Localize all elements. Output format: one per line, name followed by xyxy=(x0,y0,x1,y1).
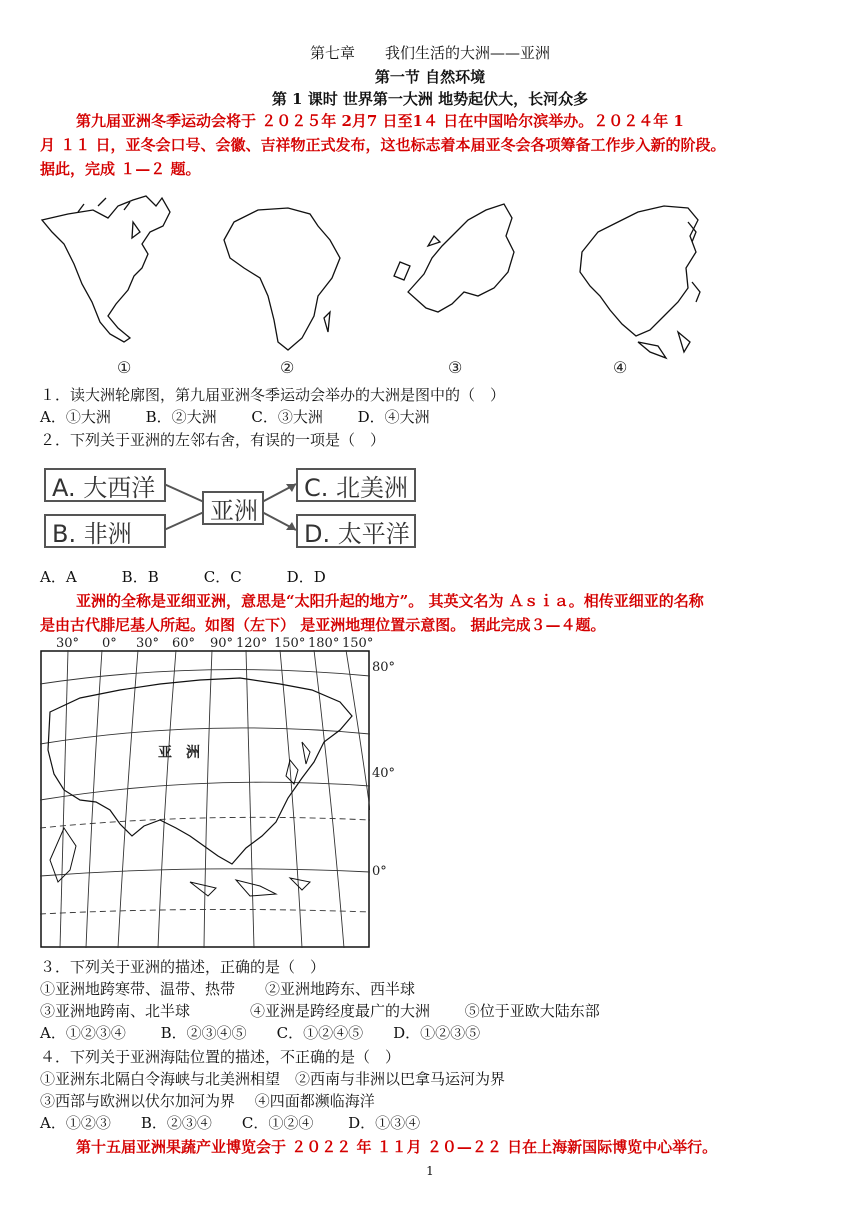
map-region-label: 亚 洲 xyxy=(158,745,200,761)
q2-options: A．A B．B C．C D．D xyxy=(40,568,326,586)
q2-stem: ２．下列关于亚洲的左邻右舍，有误的一项是（ ） xyxy=(40,431,386,449)
intro2-line2: 是由古代腓尼基人所起。如图（左下） 是亚洲地理位置示意图。 据此完成３—４题。 xyxy=(40,616,606,634)
continent-label-1: ① xyxy=(117,358,132,377)
q3-stem: ３．下列关于亚洲的描述，正确的是（ ） xyxy=(40,958,326,976)
asia-outline xyxy=(580,206,700,358)
continent-label-2: ② xyxy=(280,358,295,377)
q1-options: A．①大洲 B．②大洲 C．③大洲 D．④大洲 xyxy=(40,408,430,426)
q4-statement-2: ③西部与欧洲以伏尔加河为界 ④四面都濒临海洋 xyxy=(40,1092,375,1110)
intro1-line1: 第九届亚洲冬季运动会将于 ２０２５年 2月7 日至1４ 日在中国哈尔滨举办。２０２４年 1 xyxy=(76,112,684,130)
intro1-line3: 据此，完成 １—２ 题。 xyxy=(40,160,201,178)
neighbors-diagram xyxy=(44,462,424,552)
diagram-box-a: A. 大西洋 xyxy=(44,468,166,502)
map-right-label-1: 80° xyxy=(372,660,396,675)
map-top-label-7: 150° xyxy=(274,636,306,651)
diagram-box-center: 亚洲 xyxy=(202,491,264,525)
map-right-label-3: 0° xyxy=(372,864,387,879)
africa-outline xyxy=(224,208,340,350)
map-top-label-8: 180° xyxy=(308,636,340,651)
q4-options: A．①②③ B．②③④ C．①②④ D．①③④ xyxy=(40,1114,421,1132)
q4-statement-1: ①亚洲东北隔白令海峡与北美洲相望 ②西南与非洲以巴拿马运河为界 xyxy=(40,1070,506,1088)
map-top-label-9: 150° xyxy=(342,636,374,651)
map-right-label-2: 40° xyxy=(372,766,396,781)
europe-outline xyxy=(394,204,514,312)
section-title: 第一节 自然环境 xyxy=(374,68,486,86)
diagram-box-d: D. 太平洋 xyxy=(296,514,416,548)
lesson-title: 第 1 课时 世界第一大洲 地势起伏大，长河众多 xyxy=(271,90,589,108)
map-top-label-6: 120° xyxy=(236,636,268,651)
chapter-title: 第七章 我们生活的大洲——亚洲 xyxy=(309,44,550,62)
map-top-label-3: 30° xyxy=(136,636,160,651)
q3-statement-2: ③亚洲地跨南、北半球 ④亚洲是跨经度最广的大洲 ⑤位于亚欧大陆东部 xyxy=(40,1002,600,1020)
diagram-box-b: B. 非洲 xyxy=(44,514,166,548)
map-top-label-1: 30° xyxy=(56,636,80,651)
q3-options: A．①②③④ B．②③④⑤ C．①②④⑤ D．①②③⑤ xyxy=(40,1024,481,1042)
map-top-label-5: 90° xyxy=(210,636,234,651)
intro3-line1: 第十五届亚洲果蔬产业博览会于 ２０２２ 年 １１月 ２０—２２ 日在上海新国际博览中心举行。 xyxy=(76,1138,718,1156)
q3-statement-1: ①亚洲地跨寒带、温带、热带 ②亚洲地跨东、西半球 xyxy=(40,980,416,998)
map-top-label-4: 60° xyxy=(172,636,196,651)
q4-stem: ４．下列关于亚洲海陆位置的描述，不正确的是（ ） xyxy=(40,1048,401,1066)
continent-label-4: ④ xyxy=(613,358,628,377)
diagram-box-c: C. 北美洲 xyxy=(296,468,416,502)
asia-location-map xyxy=(38,636,398,952)
north-america-outline xyxy=(42,196,170,342)
intro1-line2: 月 １１ 日，亚冬会口号、会徽、吉祥物正式发布，这也标志着本届亚冬会各项筹备工作步入新的阶段。 xyxy=(40,136,726,154)
continent-label-3: ③ xyxy=(448,358,463,377)
continent-outlines-figure xyxy=(38,192,718,382)
q1-stem: １．读大洲轮廓图，第九届亚洲冬季运动会举办的大洲是图中的（ ） xyxy=(40,386,506,404)
map-top-label-2: 0° xyxy=(102,636,117,651)
page-number: 1 xyxy=(426,1164,434,1178)
intro2-line1: 亚洲的全称是亚细亚洲，意思是“太阳升起的地方”。 其英文名为 Ａｓｉａ。相传亚细亚的名称 xyxy=(76,592,704,610)
